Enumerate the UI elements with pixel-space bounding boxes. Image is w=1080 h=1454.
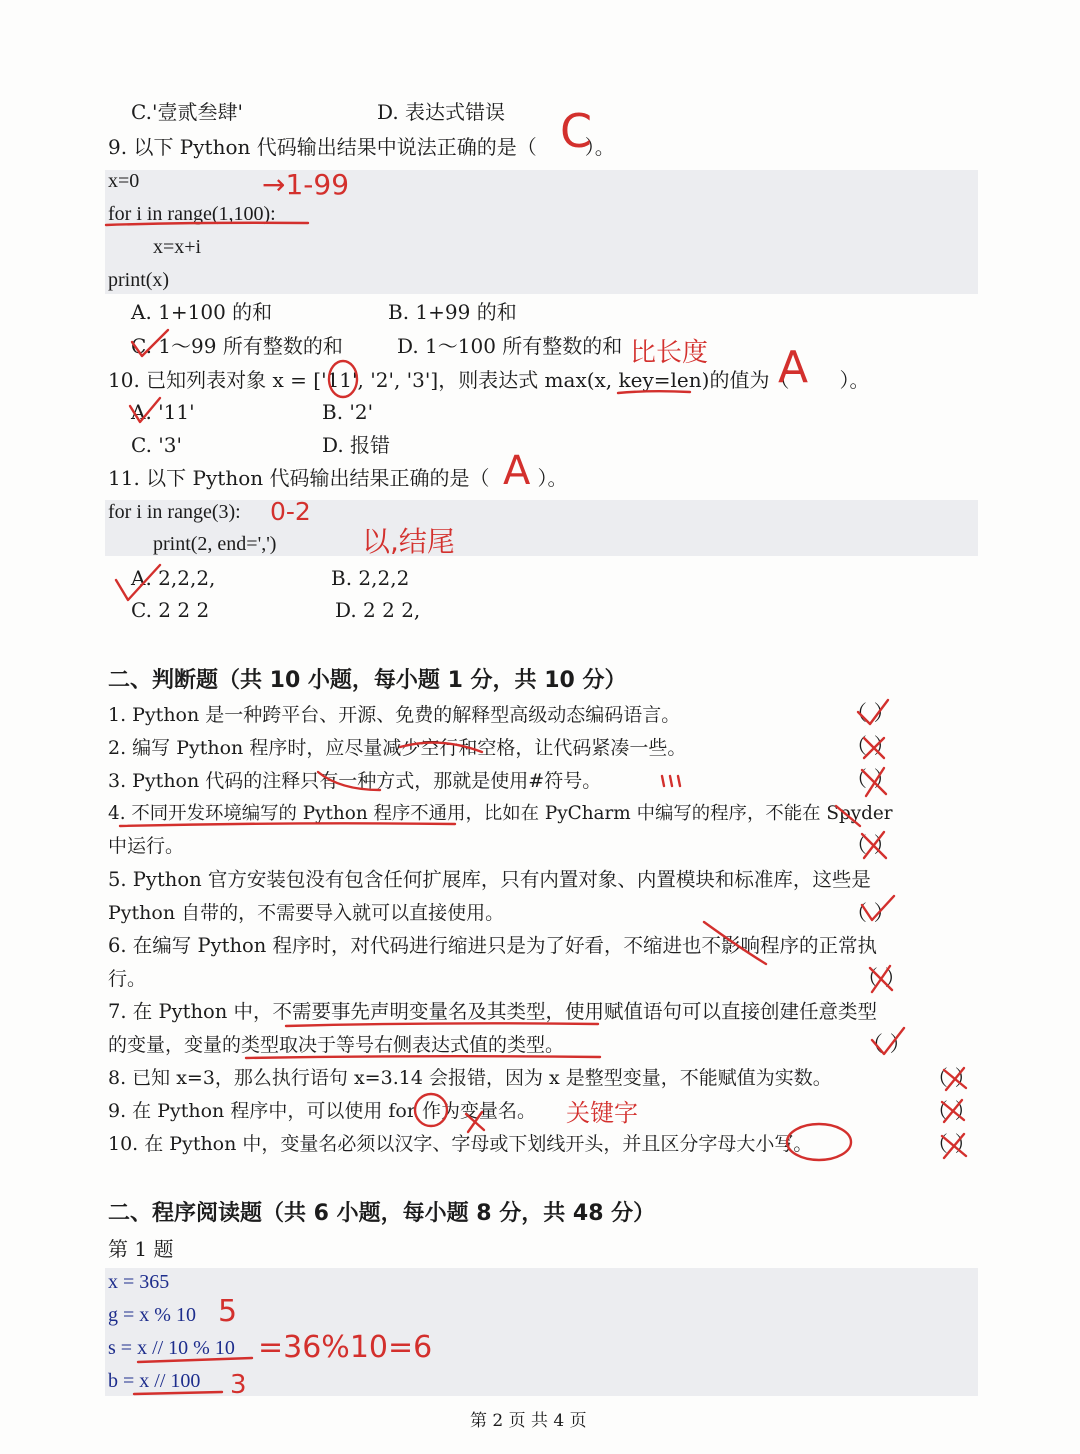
q10-option-c: C. '3'	[131, 433, 183, 457]
q11-option-a: A. 2,2,2,	[131, 566, 216, 590]
tf-item-1: 1. Python 是一种跨平台、开源、免费的解释型高级动态编码语言。	[108, 704, 681, 726]
tf-item-10: 10. 在 Python 中，变量名必须以汉字、字母或下划线开头，并且区分字母大小写。	[108, 1133, 813, 1155]
tf-item-4-paren: （ ）	[846, 833, 895, 857]
q9-option-b: B. 1+99 的和	[388, 300, 517, 324]
q10-note-handwritten: 比长度	[630, 338, 709, 368]
q8-option-d: D. 表达式错误	[377, 100, 506, 124]
q11-code-line-2: print(2, end=',')	[153, 533, 277, 555]
tf-item-2: 2. 编写 Python 程序时，应尽量减少空行和空格，让代码紧凑一些。	[108, 737, 687, 759]
tf-item-7-line-2: 的变量，变量的类型取决于等号右侧表达式值的类型。	[108, 1034, 565, 1056]
tf-item-10-paren: （ ）	[927, 1132, 976, 1156]
q10-answer-handwritten: A	[778, 342, 809, 393]
tf-item-9: 9. 在 Python 程序中，可以使用 for 作为变量名。	[108, 1100, 536, 1122]
tf-item-1-paren: （ ）	[846, 701, 895, 725]
tf-item-6-paren: （ ）	[857, 966, 906, 990]
tf-item-8: 8. 已知 x=3，那么执行语句 x=3.14 会报错，因为 x 是整型变量，不能赋值为实数。	[108, 1067, 832, 1089]
q11-stem: 11. 以下 Python 代码输出结果正确的是（ ）。	[108, 466, 568, 490]
q9-option-d: D. 1～100 所有整数的和	[397, 334, 623, 358]
q9-code-line-4: print(x)	[108, 269, 170, 291]
q9-code-line-2: for i in range(1,100):	[108, 203, 276, 225]
s3-code-line-4: b = x // 100	[108, 1370, 201, 1392]
q9-code-block	[105, 170, 978, 294]
q11-end-note-handwritten: 以,结尾	[362, 525, 455, 558]
tf-item-6-line-1: 6. 在编写 Python 程序时，对代码进行缩进只是为了好看，不缩进也不影响程序的正常执	[108, 934, 878, 957]
tf-item-5-line-2: Python 自带的，不需要导入就可以直接使用。	[108, 902, 505, 924]
q10-stem: 10. 已知列表对象 x = ['11', '2', '3']，则表达式 max(x, key=len)的值为（ ）。	[108, 368, 870, 392]
q8-option-c: C.'壹贰叁肆'	[131, 100, 243, 124]
q9-stem: 9. 以下 Python 代码输出结果中说法正确的是（ ）。	[108, 135, 615, 159]
tf-item-5-paren: （ ）	[846, 901, 895, 925]
q10-option-a: A. '11'	[131, 400, 195, 424]
q9-answer-handwritten: C	[560, 104, 593, 158]
b-note-handwritten: 3	[230, 1370, 247, 1400]
s3-code-line-1: x = 365	[108, 1271, 170, 1293]
g-note-handwritten: 5	[218, 1294, 238, 1329]
q11-option-b: B. 2,2,2	[331, 566, 410, 590]
q9-code-line-3: x=x+i	[153, 236, 202, 258]
tf-item-7-line-1: 7. 在 Python 中，不需要事先声明变量名及其类型，使用赋值语句可以直接创建任意类型	[108, 1000, 878, 1023]
tf9-note-handwritten: 关键字	[566, 1099, 638, 1127]
section3-title: 二、程序阅读题（共 6 小题，每小题 8 分，共 48 分）	[108, 1201, 656, 1226]
q11-option-d: D. 2 2 2,	[335, 598, 421, 622]
q9-code-line-1: x=0	[108, 170, 140, 192]
tf-item-3: 3. Python 代码的注释只有一种方式，那就是使用#符号。	[108, 770, 602, 792]
q9-option-a: A. 1+100 的和	[131, 300, 273, 324]
q11-code-line-1: for i in range(3):	[108, 501, 241, 523]
tf-item-4-line-1: 4. 不同开发环境编写的 Python 程序不通用，比如在 PyCharm 中编写的程序，不能在 Spyder	[108, 803, 893, 824]
tf-item-6-line-2: 行。	[108, 968, 147, 990]
section3-subtitle: 第 1 题	[108, 1237, 174, 1261]
tf-item-3-paren: （ ）	[846, 767, 895, 791]
q11-option-c: C. 2 2 2	[131, 598, 210, 622]
q10-option-b: B. '2'	[322, 400, 374, 424]
s3-code-line-3: s = x // 10 % 10	[108, 1337, 235, 1359]
page-footer: 第 2 页 共 4 页	[470, 1411, 587, 1431]
s3-code-line-2: g = x % 10	[108, 1304, 196, 1326]
q11-answer-handwritten: A	[503, 448, 531, 494]
tf-item-5-line-1: 5. Python 官方安装包没有包含任何扩展库，只有内置对象、内置模块和标准库，这些是	[108, 868, 871, 891]
section2-title: 二、判断题（共 10 小题，每小题 1 分，共 10 分）	[108, 668, 627, 693]
q9-range-note-handwritten: →1-99	[262, 168, 350, 201]
tf-item-2-paren: （ ）	[846, 734, 895, 758]
s-note-handwritten: =36%10=6	[258, 1330, 433, 1365]
q10-option-d: D. 报错	[322, 433, 391, 457]
tf-item-9-paren: （ ）	[927, 1099, 976, 1123]
q11-range-note-handwritten: 0-2	[270, 497, 311, 526]
tf-item-4-line-2: 中运行。	[108, 835, 185, 857]
tf-item-8-paren: （ ）	[927, 1066, 976, 1090]
tf3-ticks	[662, 776, 680, 786]
tf-item-7-paren: （ ）	[862, 1032, 911, 1056]
q9-option-c: C. 1～99 所有整数的和	[131, 334, 343, 358]
